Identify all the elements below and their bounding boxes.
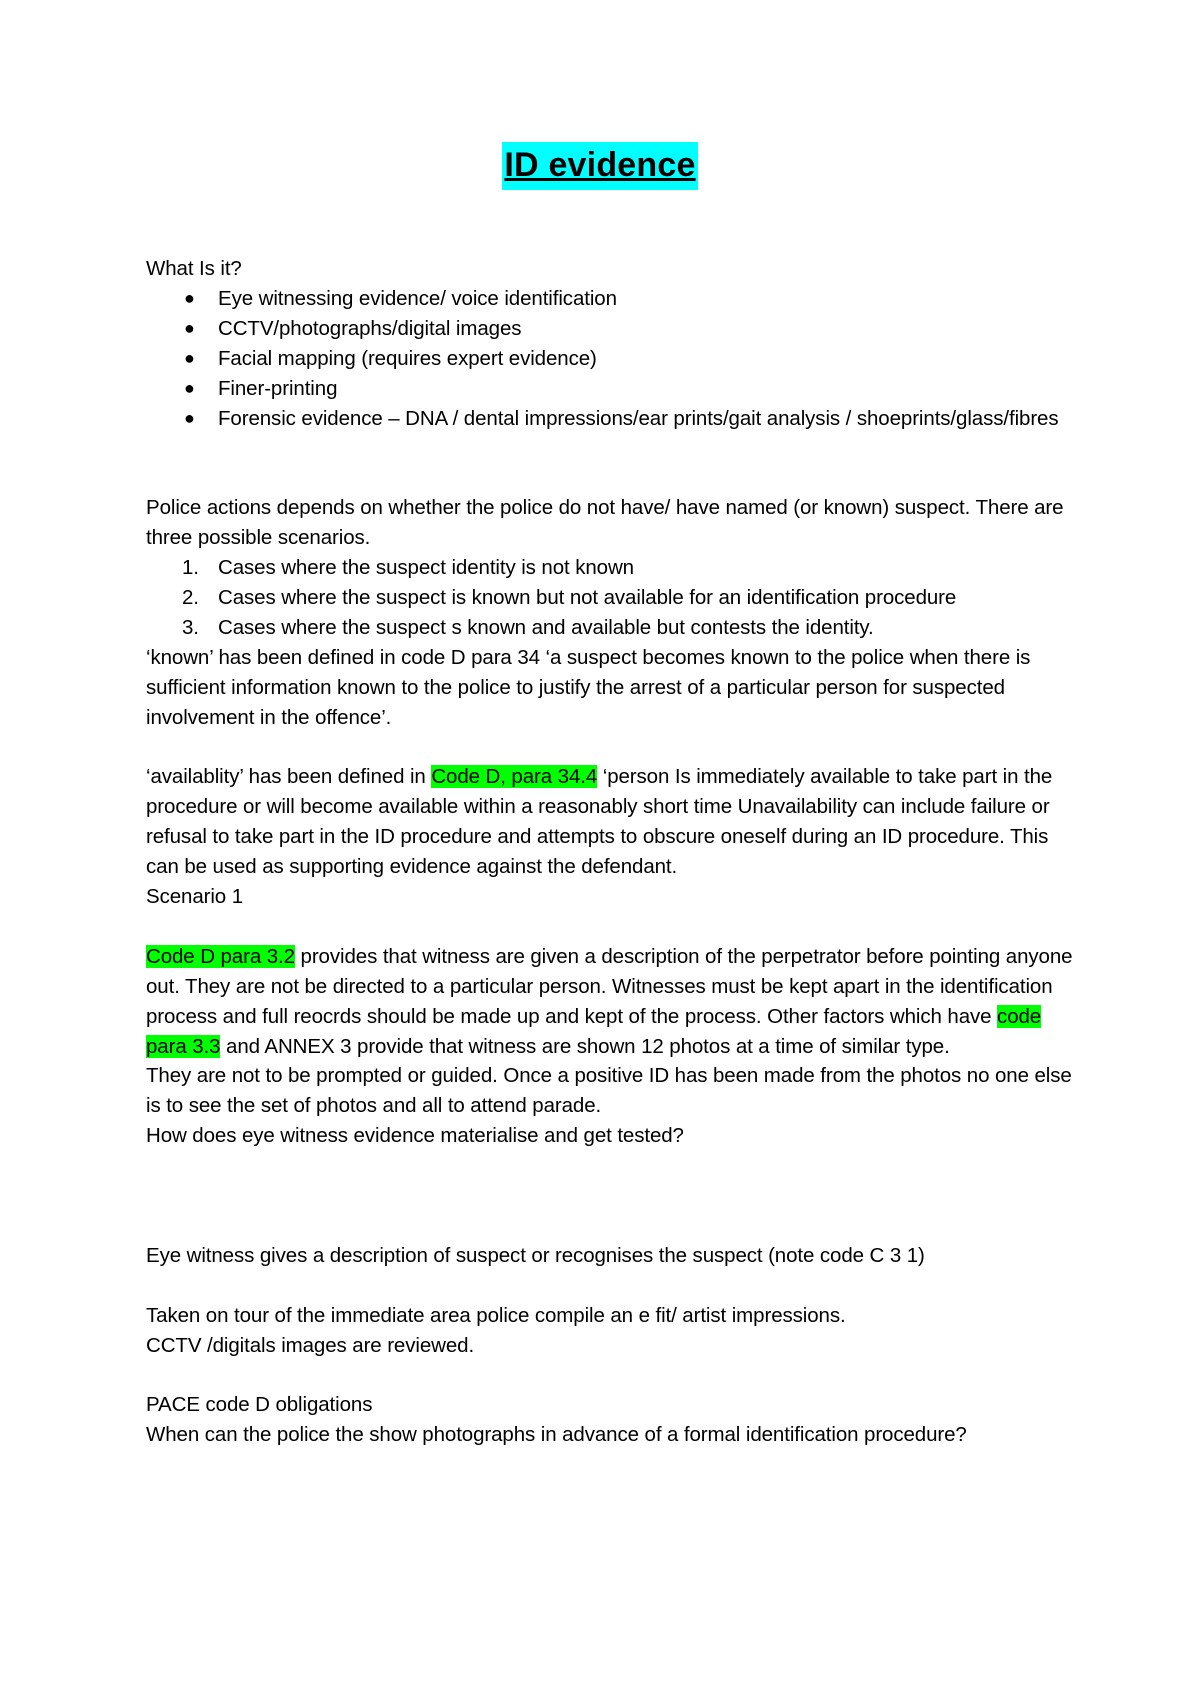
code-reference-highlight: code para 3.3 — [146, 1004, 1042, 1058]
code-d-text-start: provides that witness are given a description of the perpetrator before pointing anyone out. They are not be directed to a particular person. Witnesses must be kept apart in the identification process and full reocrds should be made up and kept of the process. Other factors which have — [146, 944, 1073, 1028]
pace-heading: PACE code D obligations — [146, 1393, 373, 1417]
availability-text-start: ‘availablity’ has been defined in — [146, 765, 432, 789]
list-item-text: Finer-printing — [218, 376, 338, 400]
list-number: 2. — [182, 585, 199, 609]
list-item — [146, 404, 1076, 434]
list-item — [146, 583, 1076, 613]
list-item — [146, 553, 1076, 583]
what-is-it-heading: What Is it? — [146, 257, 242, 280]
scenarios-list — [146, 553, 1076, 643]
list-item — [146, 344, 1076, 374]
code-reference-highlight: Code D, para 34.4 — [431, 765, 598, 789]
code-d-paragraph — [146, 942, 1076, 1062]
list-item-text: Eye witnessing evidence/ voice identification — [218, 286, 617, 310]
list-item — [146, 374, 1076, 404]
availability-paragraph — [146, 762, 1076, 882]
page-title-wrap — [0, 146, 1200, 185]
evidence-types-list — [146, 284, 1076, 434]
page-title: ID evidence — [502, 142, 697, 190]
list-item — [146, 613, 1076, 643]
list-item-text: Cases where the suspect identity is not known — [218, 556, 634, 580]
bullet-icon: ● — [184, 407, 195, 428]
list-number: 3. — [182, 615, 199, 639]
bullet-icon: ● — [184, 377, 195, 398]
bullet-icon: ● — [184, 287, 195, 308]
cctv-paragraph: CCTV /digitals images are reviewed. — [146, 1333, 475, 1357]
when-question: When can the police the show photographs in advance of a formal identification procedure? — [146, 1423, 967, 1447]
tour-paragraph: Taken on tour of the immediate area police compile an e fit/ artist impressions. — [146, 1303, 846, 1327]
scenario-heading: Scenario 1 — [146, 885, 244, 908]
eye-witness-paragraph: Eye witness gives a description of suspect or recognises the suspect (note code C 3 1) — [146, 1243, 925, 1267]
bullet-icon: ● — [184, 317, 195, 338]
list-item — [146, 314, 1076, 344]
how-tested-question: How does eye witness evidence materialise and get tested? — [146, 1124, 684, 1148]
list-item — [146, 284, 1076, 314]
list-item-text: Cases where the suspect is known but not available for an identification procedure — [218, 585, 957, 609]
bullet-icon: ● — [184, 347, 195, 368]
list-item-text: Cases where the suspect s known and available but contests the identity. — [218, 615, 874, 639]
availability-text-end: ‘person Is immediately available to take part in the procedure or will become available within a reasonably short time Unavailability can include failure or refusal to take part in the ID procedure and attempts to obscure oneself during an ID procedure. This can be used as supporting evidence against the defendant. — [146, 765, 1053, 879]
list-item-text: Forensic evidence – DNA / dental impressions/ear prints/gait analysis / shoeprints/glass/fibres — [218, 406, 1059, 430]
code-reference-highlight: Code D para 3.2 — [146, 944, 295, 968]
known-definition-paragraph: ‘known’ has been defined in code D para 34 ‘a suspect becomes known to the police when there is sufficient information known to the police to justify the arrest of a particular person for suspected involvement in the offence’. — [146, 645, 1031, 729]
list-item-text: CCTV/photographs/digital images — [218, 316, 522, 340]
police-actions-paragraph: Police actions depends on whether the police do not have/ have named (or known) suspect. There are three possible scenarios. — [146, 496, 1064, 550]
document-body — [146, 254, 1076, 1450]
code-d-text-end: and ANNEX 3 provide that witness are shown 12 photos at a time of similar type. — [220, 1034, 950, 1058]
prompted-paragraph: They are not to be prompted or guided. Once a positive ID has been made from the photos no one else is to see the set of photos and all to attend parade. — [146, 1064, 1072, 1118]
list-item-text: Facial mapping (requires expert evidence) — [218, 346, 597, 370]
list-number: 1. — [182, 556, 199, 580]
